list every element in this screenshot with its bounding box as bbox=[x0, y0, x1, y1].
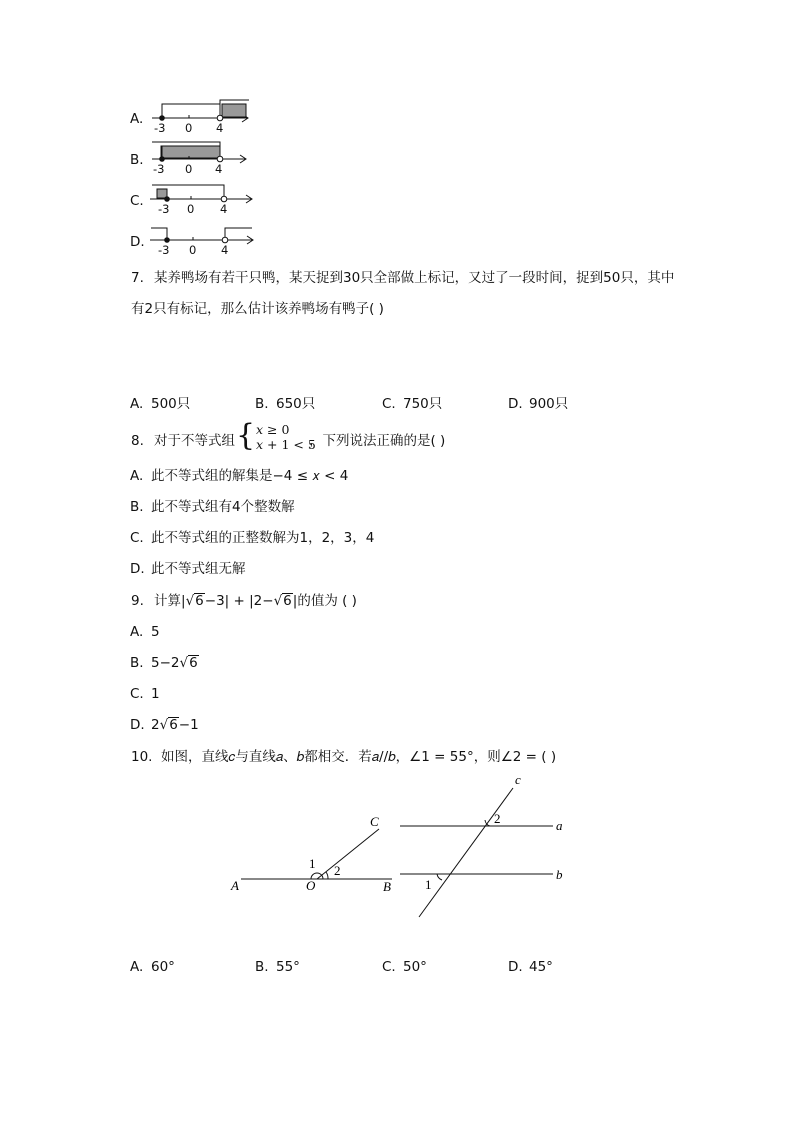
q10-text: 如图，直线𝑐与直线𝑎、𝑏都相交．若𝑎//𝑏，∠1 = 55°，则∠2 = ( ) bbox=[161, 749, 557, 765]
q9-number: 9. bbox=[131, 593, 144, 609]
q6-d-tick-4: 4 bbox=[221, 243, 229, 257]
fig1-angle-1: 1 bbox=[309, 856, 316, 871]
q8-system-line1: 𝑥 ≥ 0 bbox=[256, 422, 290, 437]
q8-option-c-text: 此不等式组的正整数解为1，2，3，4 bbox=[151, 530, 375, 546]
q7-option-d-text: 900只 bbox=[529, 396, 569, 412]
q6-d-tick-neg3: -3 bbox=[158, 243, 170, 257]
fig1-label-b: B bbox=[383, 879, 391, 894]
q7-line1: 某养鸭场有若干只鸭，某天捉到30只全部做上标记，又过了一段时间，捉到50只，其中 bbox=[154, 270, 675, 286]
q6-c-tick-neg3: -3 bbox=[158, 202, 170, 216]
q6-option-b-label[interactable]: B. bbox=[130, 152, 144, 168]
q9-radicand-1: 6 bbox=[195, 593, 204, 609]
q9-option-d-text: 2√6−1 bbox=[151, 717, 199, 733]
q7-number: 7. bbox=[131, 270, 144, 286]
q6-b-tick-4: 4 bbox=[215, 162, 223, 176]
q10-option-c-letter[interactable]: C. bbox=[382, 959, 396, 975]
q6-d-tick-0: 0 bbox=[189, 243, 197, 257]
q9-option-c-letter[interactable]: C. bbox=[130, 686, 144, 702]
q7-option-a-letter[interactable]: A. bbox=[130, 396, 144, 412]
q10-option-d-text: 45° bbox=[529, 959, 553, 975]
q8-prefix: 对于不等式组 bbox=[154, 433, 235, 449]
q9-middle: −3| + |2− bbox=[204, 593, 274, 609]
q9-option-c-text: 1 bbox=[151, 686, 160, 702]
fig2-label-c: c bbox=[515, 772, 521, 787]
q9-d-coef: 2 bbox=[151, 717, 160, 733]
fig1-label-a: A bbox=[231, 878, 239, 893]
q6-option-c-label[interactable]: C. bbox=[130, 193, 144, 209]
q9-option-a-text: 5 bbox=[151, 624, 160, 640]
q7-option-d-letter[interactable]: D. bbox=[508, 396, 523, 412]
q10-option-b-text: 55° bbox=[276, 959, 300, 975]
q7-option-b-text: 650只 bbox=[276, 396, 316, 412]
fig1-label-c: C bbox=[370, 814, 379, 829]
q10-option-a-letter[interactable]: A. bbox=[130, 959, 144, 975]
q8-number: 8. bbox=[131, 433, 144, 449]
q8-suffix: ，下列说法正确的是( ) bbox=[309, 433, 446, 449]
q7-option-c-letter[interactable]: C. bbox=[382, 396, 396, 412]
q6-a-tick-0: 0 bbox=[185, 121, 193, 135]
q8-option-d-text: 此不等式组无解 bbox=[151, 561, 246, 577]
q9-option-b-text: 5−2√6 bbox=[151, 655, 198, 671]
q8-option-b-letter[interactable]: B. bbox=[130, 499, 144, 515]
q7-option-b-letter[interactable]: B. bbox=[255, 396, 269, 412]
q10-option-c-text: 50° bbox=[403, 959, 427, 975]
q7-line2: 有2只有标记，那么估计该养鸭场有鸭子( ) bbox=[131, 301, 384, 317]
q8-option-c-letter[interactable]: C. bbox=[130, 530, 144, 546]
q8-option-a-text: 此不等式组的解集是−4 ≤ 𝑥 < 4 bbox=[151, 468, 349, 484]
q9-option-d-letter[interactable]: D. bbox=[130, 717, 145, 733]
q8-option-a-letter[interactable]: A. bbox=[130, 468, 144, 484]
q9-d-tail: −1 bbox=[178, 717, 199, 733]
q8-option-d-letter[interactable]: D. bbox=[130, 561, 145, 577]
q9-option-b-letter[interactable]: B. bbox=[130, 655, 144, 671]
q10-option-a-text: 60° bbox=[151, 959, 175, 975]
fig1-label-o: O bbox=[306, 878, 316, 893]
q6-a-tick-neg3: -3 bbox=[154, 121, 166, 135]
fig2-angle-2: 2 bbox=[494, 811, 501, 826]
q9-b-coef: 5−2 bbox=[151, 655, 180, 671]
q8-system-line2: 𝑥 + 1 < 5 bbox=[256, 437, 316, 452]
q9-d-radicand: 6 bbox=[169, 717, 178, 733]
q6-c-tick-4: 4 bbox=[220, 202, 228, 216]
fig2-angle-1: 1 bbox=[425, 877, 432, 892]
q9-expression: 计算|√6−3| + |2−√6|的值为 ( ) bbox=[154, 593, 357, 609]
q9-radicand-2: 6 bbox=[283, 593, 292, 609]
q8-option-b-text: 此不等式组有4个整数解 bbox=[151, 499, 295, 515]
q7-option-a-text: 500只 bbox=[151, 396, 191, 412]
fig2-label-b: b bbox=[556, 867, 563, 882]
q6-a-tick-4: 4 bbox=[216, 121, 224, 135]
q9-suffix: |的值为 ( ) bbox=[292, 593, 357, 609]
fig2-label-a: a bbox=[556, 818, 563, 833]
q6-option-d-label[interactable]: D. bbox=[130, 234, 145, 250]
q10-option-d-letter[interactable]: D. bbox=[508, 959, 523, 975]
fig1-angle-2: 2 bbox=[334, 863, 341, 878]
q9-option-a-letter[interactable]: A. bbox=[130, 624, 144, 640]
q6-b-tick-neg3: -3 bbox=[153, 162, 165, 176]
q6-option-a-label[interactable]: A. bbox=[130, 111, 144, 127]
q6-c-tick-0: 0 bbox=[187, 202, 195, 216]
q6-b-tick-0: 0 bbox=[185, 162, 193, 176]
q10-option-b-letter[interactable]: B. bbox=[255, 959, 269, 975]
q9-prefix: 计算| bbox=[154, 593, 186, 609]
q8-system-brace: { bbox=[236, 418, 256, 453]
q7-option-c-text: 750只 bbox=[403, 396, 443, 412]
q9-b-radicand: 6 bbox=[189, 655, 198, 671]
q10-number: 10. bbox=[131, 749, 153, 765]
